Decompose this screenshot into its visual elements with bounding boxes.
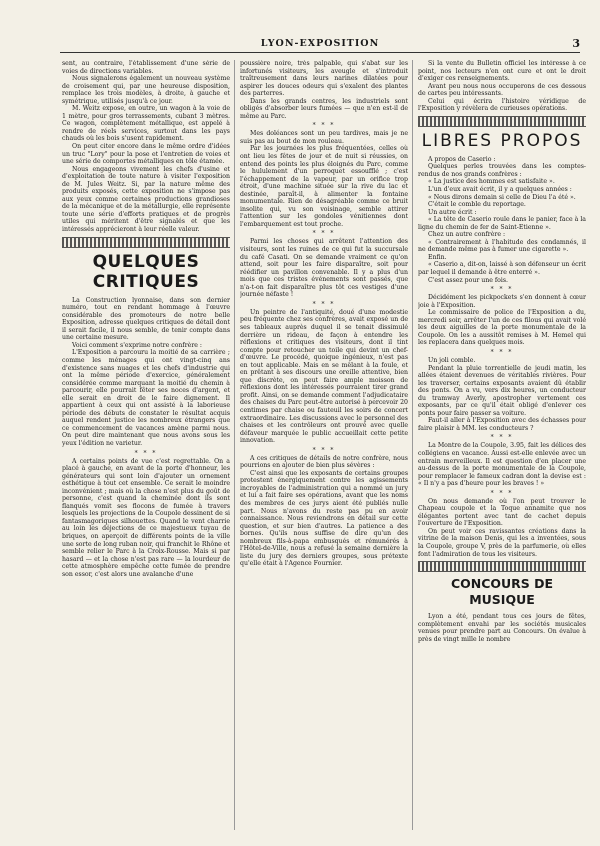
paragraph: Décidément les pickpockets s'en donnent à cœur joie à l'Exposition.: [418, 294, 586, 309]
paragraph: Un peintre de l'antiquité, doué d'une modestie peu fréquente chez ses confrères, avait exposé un de ses tableaux auprès duquel il se tenait dissimulé derrière un rideau, de façon à entendre les réflexions et critiques des visiteurs, dont il tint compte pour retoucher un toile qui devint un chef-d'œuvre. Le procédé, quoique ingénieux, n'est pas en tout applicable. Mais en se mêlant à la foule, et en prêtant à ses discours une oreille attentive, bien que discrète, on peut faire ample moisson de réflexions dont les intéressés pourraient tirer grand profit. Ainsi, on se demande comment l'adjudicataire des chaises du Parc peut-être autorisé à percevoir 20 centimes par chaise ou fauteuil les soirs de concert extraordinaire. Les discussions avec le personnel des chaises et les contrôleurs ont prouvé avec quelle défaveur marquée le public accueillait cette petite innovation.: [240, 308, 408, 445]
paragraph: L'Exposition a parcouru la moitié de sa carrière ; comme les ménages qui ont vingt-cinq ans d'existence sans nuages et les chefs d'industrie qui ont la même période d'exercice, généralement considérée comme marquant la moitié du chemin à parcourir, elle pourrait fêter ses noces d'argent, et elle serait en droit de le faire dignement. Il appartient à ceux qui ont assisté à la laborieuse période des débuts de constater le résultat acquis auquel rendent justice les nombreux étrangers que ce commencement de vacances amène parmi nous. On peut dire maintenant que nous avons sous les yeux l'édition ne varietur.: [62, 349, 230, 447]
section-stars: * * *: [312, 446, 336, 454]
section-stars: * * *: [312, 122, 336, 130]
paragraph: Un autre écrit :: [428, 208, 477, 216]
paragraph: A certains points de vue c'est regrettable. On a placé à gauche, en avant de la porte d'honneur, les générateurs qui sont loin d'ajouter un ornement esthétique à tout cet ensemble. Ce serait le moindre inconvénient ; mais où la chose n'est plus du goût de personne, c'est quand la cheminée dont ils sont flanqués vomit ses flocons de fumée à travers lesquels les projections de la Coupole dessinent de si fantasmagoriques silhouettes. Quand le vent charrie au loin les déjections de ce majestueux tuyau de briques, on aperçoit de différents points de la ville une sorte de long ruban noir, qui franchit le Rhône et semble relier le Parc à la Croix-Rousse. Mais si par hasard — et la chose n'est pas rare — la lourdeur de cette atmosphère empêche cette fumée de prendre son essor, c'est alors une avalanche d'une: [62, 457, 230, 578]
section-stars: * * *: [490, 286, 514, 294]
section-headline: CONCOURS DE MUSIQUE: [450, 576, 554, 608]
page-header: [60, 38, 580, 53]
section-headline: QUELQUES CRITIQUES: [92, 251, 200, 292]
column-divider: [412, 60, 413, 830]
paragraph: On nous demande où l'on peut trouver le Chapeau coupole et la Toque annamite que nos élégantes portent avec tant de cachet depuis l'ouverture de l'Exposition.: [418, 497, 586, 528]
paragraph: Nous engageons vivement les chefs d'usine et d'exploitation de toute nature à visiter l'exposition de M. Jules Weitz. Si, par la nature même des produits exposés, cette exposition ne s'impose pas aux yeux comme certaines productions grandioses de la mécanique et de la métallurgie, elle représente toute une série d'efforts pratiques et de progrès utiles qui méritent d'être signalés et que les intéressés apprécieront à leur réelle valeur.: [62, 165, 230, 234]
column-3: [418, 60, 586, 830]
paragraph: Quelques perles trouvées dans les comptes-rendus de nos grands confrères :: [418, 163, 586, 178]
paragraph: On peut voir ces ravissantes créations dans la vitrine de la maison Denis, qui les a inventées, sous la Coupole, groupe V, près de la parfumerie, où elles font l'admiration de tous les visiteurs.: [418, 527, 586, 558]
section-stars: * * *: [490, 489, 514, 497]
paragraph: Lyon a été, pendant tous ces jours de fêtes, complètement envahi par les sociétés musicales venues pour prendre part au Concours. On évalue à près de vingt mille le nombre: [418, 613, 586, 643]
paragraph: poussière noire, très palpable, qui s'abat sur les infortunés visiteurs, les aveugle et s'introduit traîtreusement dans leurs narines dilatées pour aspirer les douces odeurs qui s'exalent des plantes des parterres.: [240, 60, 408, 98]
paragraph: « Contrairement à l'habitude des condamnés, il ne demande même pas à fumer une cigarette ».: [418, 238, 586, 254]
page-title: LYON-EXPOSITION: [260, 38, 380, 49]
paragraph: C'était le comble du reportage.: [428, 201, 526, 209]
paragraph: Avant peu nous nous occuperons de ces dessous de cartes peu intéressants.: [418, 82, 586, 98]
paragraph: C'est assez pour une fois.: [428, 276, 508, 284]
paragraph: sent, au contraire, l'établissement d'une série de voies de directions variables.: [62, 60, 230, 75]
paragraph: Par les journées les plus fréquentées, celles où ont lieu les fêtes de jour et de nuit si réussies, on entend des points les plus éloignés du Parc, comme le hululement d'un perroquet essoufflé ; c'est l'échappement de la vapeur, par un orifice trop étroit, d'une machine située sur la rive du lac et destinée, paraît-il, à alimenter la fontaine monumentale. Rien de désagréable comme ce bruit insolite qui, vu son voisinage, semble attirer l'attention sur les gondoles vénitiennes dont l'embarquement est tout proche.: [240, 145, 408, 228]
section-stars: * * *: [312, 300, 336, 308]
section-stars: * * *: [490, 434, 514, 442]
column-divider: [234, 60, 235, 830]
section-stars: * * *: [134, 449, 158, 457]
section-stars: * * *: [490, 348, 514, 356]
paragraph: Un joli comble.: [428, 356, 476, 364]
paragraph: A ces critiques de détails de notre confrère, nous pourrions en ajouter de bien plus sévères :: [240, 454, 408, 470]
column-1: [62, 60, 230, 830]
paragraph: L'un d'eux avait écrit, il y a quelques années :: [428, 186, 572, 194]
section-headline: LIBRES PROPOS: [421, 130, 583, 151]
column-2: [240, 60, 408, 830]
paragraph: La Montre de la Coupole, 3.95, fait les délices des collégiens en vacance. Aussi est-elle enlevée avec un entrain merveilleux. Il est question d'en placer une au-dessus de la porte monumentale de la Coupole, pour remplacer le fameux cadran dont la devise est : « Il n'y a pas d'heure pour les braves ! »: [418, 442, 586, 488]
paragraph: Voici comment s'exprime notre confrère :: [72, 341, 202, 349]
paragraph: « La tête de Caserio roule dans le panier, face à la ligne du chemin de fer de Saint-Etienne ».: [418, 216, 586, 231]
paragraph: Nous signalerons également un nouveau système de croisement qui, par une heureuse disposition, remplace les trois modèles, à droite, à gauche et symétrique, utilisés jusqu'à ce jour.: [62, 75, 230, 105]
decorative-ornament-rule: [62, 237, 230, 248]
decorative-ornament-rule: [418, 561, 586, 572]
paragraph: A propos de Caserio :: [428, 155, 496, 163]
page-number: 3: [572, 37, 580, 50]
paragraph: Parmi les choses qui arrêtent l'attention des visiteurs, sont les ruines de ce qui fut la succursale du café Casati. On se demande vraiment ce qu'on attend, soit pour les faire disparaître, soit pour réédifier un pavillon convenable. Il y a plus d'un mois que ces tristes événements sont passés, que n'a-t-on fait disparaître plus tôt ces vestiges d'une journée néfaste !: [240, 238, 408, 299]
paragraph: Mes doléances sont un peu tardives, mais je ne suis pas au bout de mon rouleau.: [240, 130, 408, 145]
paragraph: Faut-il aller à l'Exposition avec des échasses pour faire plaisir à MM. les conducteurs ?: [418, 417, 586, 432]
paragraph: « Nous dirons demain si celle de Dieu l'a été ».: [428, 193, 576, 201]
paragraph: On peut citer encore dans le même ordre d'idées un truc "Lory" pour la pose et l'entretien de voies et une série de comportes métalliques en tôle étamée.: [62, 143, 230, 166]
section-stars: * * *: [312, 230, 336, 238]
paragraph: Celui qui écrira l'histoire véridique de l'Exposition y révèlera de curieuses opérations.: [418, 97, 586, 113]
paragraph: « Caserio a, dit-on, laissé à son défenseur un écrit par lequel il demande à être enterré ».: [418, 261, 586, 277]
paragraph: La Construction lyonnaise, dans son dernier numéro, tout en rendant hommage à l'œuvre considérable des promoteurs de notre belle Exposition, adresse quelques critiques de détail dont il serait facile, il nous semble, de tenir compte dans une certaine mesure.: [62, 296, 230, 342]
paragraph: Enfin.: [428, 253, 447, 261]
paragraph: Chez un autre confrère :: [428, 231, 506, 239]
paragraph: « La justice des hommes est satisfaite ».: [428, 178, 555, 186]
paragraph: Pendant la pluie torrentielle de jeudi matin, les allées étaient devenues de véritables rivières. Pour les traverser, certains exposants avaient dû établir des ponts. On a vu, vers dix heures, un conducteur du tramway Averly, apostropher vertement ces exposants, par ce qu'il était obligé d'enlever ces ponts pour faire passer sa voiture.: [418, 364, 586, 417]
paragraph: M. Weitz expose, en outre, un wagon à la voie de 1 mètre, pour gros terrassements, cubant 3 mètres. Ce wagon, complètement métallique, est appelé à rendre de réels services, surtout dans les pays chauds où les bois s'usent rapidement.: [62, 105, 230, 143]
paragraph: Le commissaire de police de l'Exposition a du, mercredi soir, arrêter l'un de ces filous qui avait volé les deux aiguilles de la porte monumentale de la Coupole. On les a aussitôt remises à M. Hemel qui les replacera dans quelques mois.: [418, 309, 586, 347]
paragraph: C'est ainsi que les exposants de certains groupes protestent énergiquement contre les agissements incroyables de l'administration qui a nommé un jury et lui a fait faire ses opérations, avant que les noms des membres de ces jurys aient été publiés nulle part. Nous n'avons du reste pas pu en avoir connaissance. Nous reviendrons en détail sur cette question, et sur bien d'autres. La patience a des bornes. Qu'ils nous suffise de dire qu'un des nombreux fils-à-papa embusqués et rémunérés à l'Hôtel-de-Ville, nous a refusé la semaine dernière la liste du jury des derniers groupes, sous prétexte qu'elle était à l'Agence Fournier.: [240, 469, 408, 568]
paragraph: Si la vente du Bulletin officiel les intéresse à ce point, nos lecteurs n'en ont cure et ont le droit d'exiger ces renseignements.: [418, 60, 586, 83]
paragraph: Dans les grands centres, les industriels sont obligés d'absorber leurs fumées — que n'en est-il de même au Parc.: [240, 97, 408, 120]
decorative-ornament-rule: [418, 116, 586, 127]
